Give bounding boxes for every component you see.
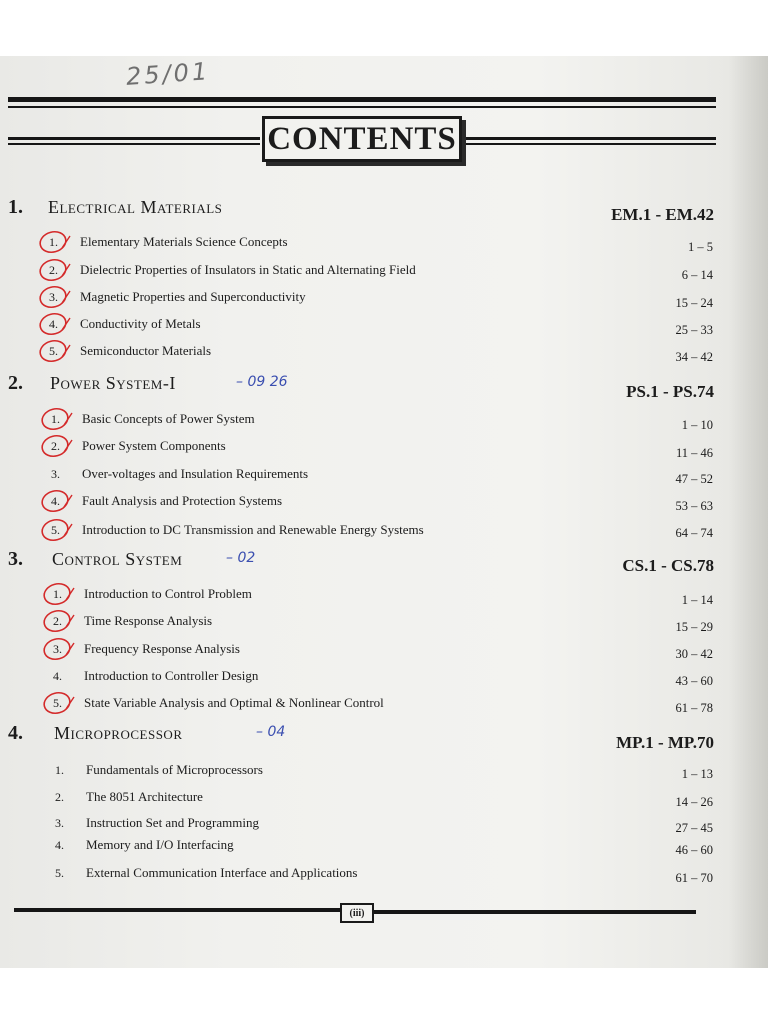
- chapter-title: External Communication Interface and Applications: [86, 865, 358, 880]
- chapter-pages: 64 – 74: [675, 526, 713, 540]
- title-rule-left-thin: [8, 143, 260, 145]
- chapter-title: Frequency Response Analysis: [84, 641, 240, 656]
- chapter-number: 3.: [51, 467, 60, 481]
- chapter-title: State Variable Analysis and Optimal & Nonlinear Control: [84, 695, 384, 710]
- chapter-pages: 46 – 60: [675, 843, 713, 857]
- chapter-pages: 14 – 26: [675, 795, 713, 809]
- chapter-number: 3.: [53, 642, 62, 656]
- chapter-number: 5.: [49, 344, 58, 358]
- chapter-title: Basic Concepts of Power System: [82, 411, 255, 426]
- section-page-range: EM.1 - EM.42: [611, 205, 714, 224]
- chapter-pages: 1 – 5: [688, 240, 713, 254]
- chapter-title: The 8051 Architecture: [86, 789, 203, 804]
- chapter-title: Elementary Materials Science Concepts: [80, 234, 288, 249]
- chapter-title: Over-voltages and Insulation Requirements: [82, 466, 309, 481]
- chapter-pages: 25 – 33: [675, 323, 713, 337]
- chapter-number: 1.: [53, 587, 62, 601]
- chapter-number: 4.: [49, 317, 58, 331]
- chapter-number: 4.: [53, 669, 62, 683]
- chapter-pages: 27 – 45: [675, 821, 713, 835]
- chapter-pages: 15 – 24: [675, 296, 713, 310]
- section-number: 4.: [8, 722, 23, 744]
- chapter-title: Introduction to Controller Design: [84, 668, 259, 683]
- footer-rule-left: [14, 908, 340, 912]
- chapter-title: Memory and I/O Interfacing: [86, 837, 234, 852]
- chapter-title: Time Response Analysis: [84, 613, 213, 628]
- chapter-title: Fault Analysis and Protection Systems: [82, 493, 283, 508]
- section-title: Power System-I: [50, 373, 176, 393]
- section-number: 2.: [8, 372, 23, 394]
- chapter-title: Introduction to Control Problem: [84, 586, 252, 601]
- chapter-pages: 1 – 13: [681, 767, 713, 781]
- section-number: 3.: [8, 548, 23, 570]
- chapter-title: Conductivity of Metals: [80, 316, 201, 331]
- handwritten-date: 25/01: [125, 57, 212, 91]
- contents-title-box: [262, 116, 462, 162]
- title-rule-right: [462, 137, 716, 140]
- chapter-pages: 1 – 10: [681, 418, 713, 432]
- title-rule-left: [8, 137, 260, 140]
- footer-rule-right: [372, 910, 696, 914]
- chapter-pages: 61 – 70: [675, 871, 713, 885]
- chapter-title: Magnetic Properties and Superconductivity: [80, 289, 306, 304]
- top-rule-thin: [8, 106, 716, 108]
- chapter-number: 2.: [51, 439, 60, 453]
- chapter-title: Power System Components: [82, 438, 226, 453]
- chapter-pages: 30 – 42: [675, 647, 713, 661]
- page-title: CONTENTS: [267, 120, 457, 157]
- chapter-title: Instruction Set and Programming: [86, 815, 259, 830]
- chapter-number: 5.: [51, 523, 60, 537]
- section-title: Electrical Materials: [48, 197, 223, 217]
- chapter-number: 1.: [49, 235, 58, 249]
- chapter-title: Fundamentals of Microprocessors: [86, 762, 263, 777]
- chapter-pages: 1 – 14: [681, 593, 713, 607]
- page-edge-shadow: [728, 56, 768, 968]
- chapter-number: 2.: [53, 614, 62, 628]
- chapter-pages: 11 – 46: [675, 446, 713, 460]
- handwritten-note: – 02: [226, 550, 256, 566]
- section-title: Control System: [52, 549, 183, 569]
- section-number: 1.: [8, 196, 23, 218]
- chapter-number: 2.: [49, 263, 58, 277]
- handwritten-note: – 09 26: [236, 374, 288, 390]
- section-title: Microprocessor: [54, 723, 183, 743]
- top-rule-thick: [8, 97, 716, 102]
- chapter-pages: 34 – 42: [675, 350, 713, 364]
- chapter-title: Dielectric Properties of Insulators in Static and Alternating Field: [80, 262, 416, 277]
- chapter-number: 5.: [55, 866, 64, 880]
- chapter-pages: 6 – 14: [681, 268, 713, 282]
- chapter-pages: 47 – 52: [675, 472, 713, 486]
- chapter-number: 1.: [55, 763, 64, 777]
- handwritten-note: – 04: [256, 724, 286, 740]
- chapter-pages: 53 – 63: [675, 499, 713, 513]
- chapter-title: Introduction to DC Transmission and Renewable Energy Systems: [82, 522, 424, 537]
- chapter-number: 4.: [51, 494, 60, 508]
- chapter-title: Semiconductor Materials: [80, 343, 212, 358]
- chapter-pages: 15 – 29: [675, 620, 713, 634]
- chapter-pages: 61 – 78: [675, 701, 713, 715]
- chapter-number: 5.: [53, 696, 62, 710]
- section-page-range: MP.1 - MP.70: [616, 733, 714, 752]
- title-rule-right-thin: [462, 143, 716, 145]
- chapter-number: 3.: [49, 290, 58, 304]
- page-number: (iii): [340, 903, 374, 923]
- section-page-range: PS.1 - PS.74: [626, 382, 714, 401]
- chapter-pages: 43 – 60: [675, 674, 713, 688]
- page-paper: [0, 56, 768, 968]
- chapter-number: 4.: [55, 838, 64, 852]
- chapter-number: 3.: [55, 816, 64, 830]
- chapter-number: 2.: [55, 790, 64, 804]
- chapter-number: 1.: [51, 412, 60, 426]
- section-page-range: CS.1 - CS.78: [622, 556, 714, 575]
